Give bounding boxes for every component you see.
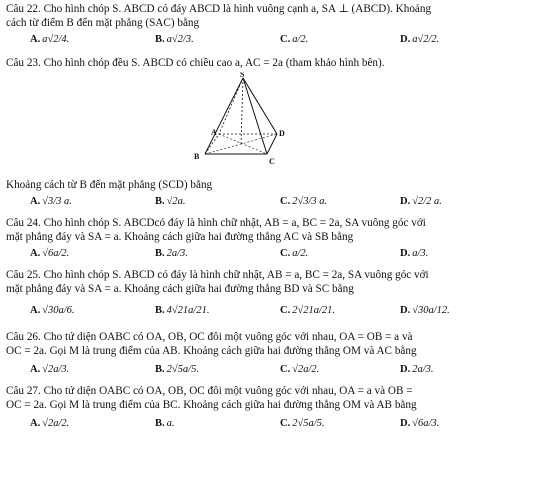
q22-options: [0, 34, 556, 50]
q22-text-line-2: cách từ điểm B đến mặt phẳng (SAC) bằng: [6, 17, 200, 29]
q27-text-line-2: OC = 2a. Gọi M là trung điểm của BC. Khoảng cách giữa hai đường thẳng OM và AB bằng: [6, 399, 417, 411]
q27-options: [0, 418, 556, 434]
q26-option-a[interactable]: A. √2a/3.: [30, 364, 70, 375]
q25-option-a[interactable]: A. √30a/6.: [30, 305, 75, 316]
q26-text-line-2: OC = 2a. Gọi M là trung điểm của AB. Khoảng cách giữa hai đường thẳng OM và AC bằng: [6, 345, 417, 357]
q22-option-a[interactable]: A. a√2/4.: [30, 34, 70, 45]
q24-options: [0, 248, 556, 264]
q23-option-b[interactable]: B. √2a.: [155, 196, 186, 207]
q23-text-line-1: Câu 23. Cho hình chóp đều S. ABCD có chiều cao a, AC = 2a (tham khảo hình bên).: [6, 57, 385, 69]
q23-option-a[interactable]: A. √3/3 a.: [30, 196, 72, 207]
q25-option-d[interactable]: D. √30a/12.: [400, 305, 450, 316]
q27-option-c[interactable]: C. 2√5a/5.: [280, 418, 325, 429]
q27-text-line-1: Câu 27. Cho tứ diện OABC có OA, OB, OC đôi một vuông góc với nhau, OA = a và OB =: [6, 385, 413, 397]
q25-text-line-1: Câu 25. Cho hình chóp S. ABCD có đáy là hình chữ nhật, AB = a, BC = 2a, SA vuông góc với: [6, 269, 429, 281]
q24-text-line-2: mặt phẳng đáy và SA = a. Khoảng cách giữa hai đường thẳng AC và SB bằng: [6, 231, 354, 243]
q23-options: [0, 196, 556, 212]
q24-option-a[interactable]: A. √6a/2.: [30, 248, 70, 259]
q27-option-d[interactable]: D. √6a/3.: [400, 418, 440, 429]
q23-option-d[interactable]: D. √2/2 a.: [400, 196, 442, 207]
q26-option-b[interactable]: B. 2√5a/5.: [155, 364, 199, 375]
q25-options: [0, 305, 556, 321]
q24-text-line-1: Câu 24. Cho hình chóp S. ABCDcó đáy là hình chữ nhật, AB = a, BC = 2a, SA vuông góc với: [6, 217, 426, 229]
q23-text-line-2: Khoảng cách từ B đến mặt phẳng (SCD) bằng: [6, 179, 213, 191]
q26-text-line-1: Câu 26. Cho tứ diện OABC có OA, OB, OC đôi một vuông góc với nhau, OA = OB = a và: [6, 331, 413, 343]
q22-option-d[interactable]: D. a√2/2.: [400, 34, 440, 45]
q26-option-c[interactable]: C. √2a/2.: [280, 364, 320, 375]
pyramid-diagram: [185, 72, 285, 167]
q24-option-b[interactable]: B. 2a/3.: [155, 248, 188, 259]
q25-text-line-2: mặt phẳng đáy và SA = a. Khoảng cách giữa hai đường thẳng BD và SC bằng: [6, 283, 354, 295]
vertex-d-label: D: [279, 129, 285, 138]
vertex-b-label: B: [194, 152, 200, 161]
vertex-c-label: C: [269, 157, 275, 166]
q22-text-line-1: Câu 22. Cho hình chóp S. ABCD có đáy ABCD là hình vuông cạnh a, SA ⊥ (ABCD). Khoảng: [6, 3, 432, 15]
q27-option-b[interactable]: B. a.: [155, 418, 175, 429]
q25-option-b[interactable]: B. 4√21a/21.: [155, 305, 210, 316]
q24-option-d[interactable]: D. a/3.: [400, 248, 429, 259]
q23-option-c[interactable]: C. 2√3/3 a.: [280, 196, 328, 207]
q24-option-c[interactable]: C. a/2.: [280, 248, 309, 259]
vertex-s-label: S: [240, 72, 245, 79]
q25-option-c[interactable]: C. 2√21a/21.: [280, 305, 336, 316]
pyramid-figure: [185, 72, 285, 167]
q26-option-d[interactable]: D. 2a/3.: [400, 364, 434, 375]
vertex-a-label: A: [211, 128, 217, 137]
q22-option-c[interactable]: C. a/2.: [280, 34, 309, 45]
q27-option-a[interactable]: A. √2a/2.: [30, 418, 70, 429]
q26-options: [0, 364, 556, 380]
q22-option-b[interactable]: B. a√2/3.: [155, 34, 194, 45]
